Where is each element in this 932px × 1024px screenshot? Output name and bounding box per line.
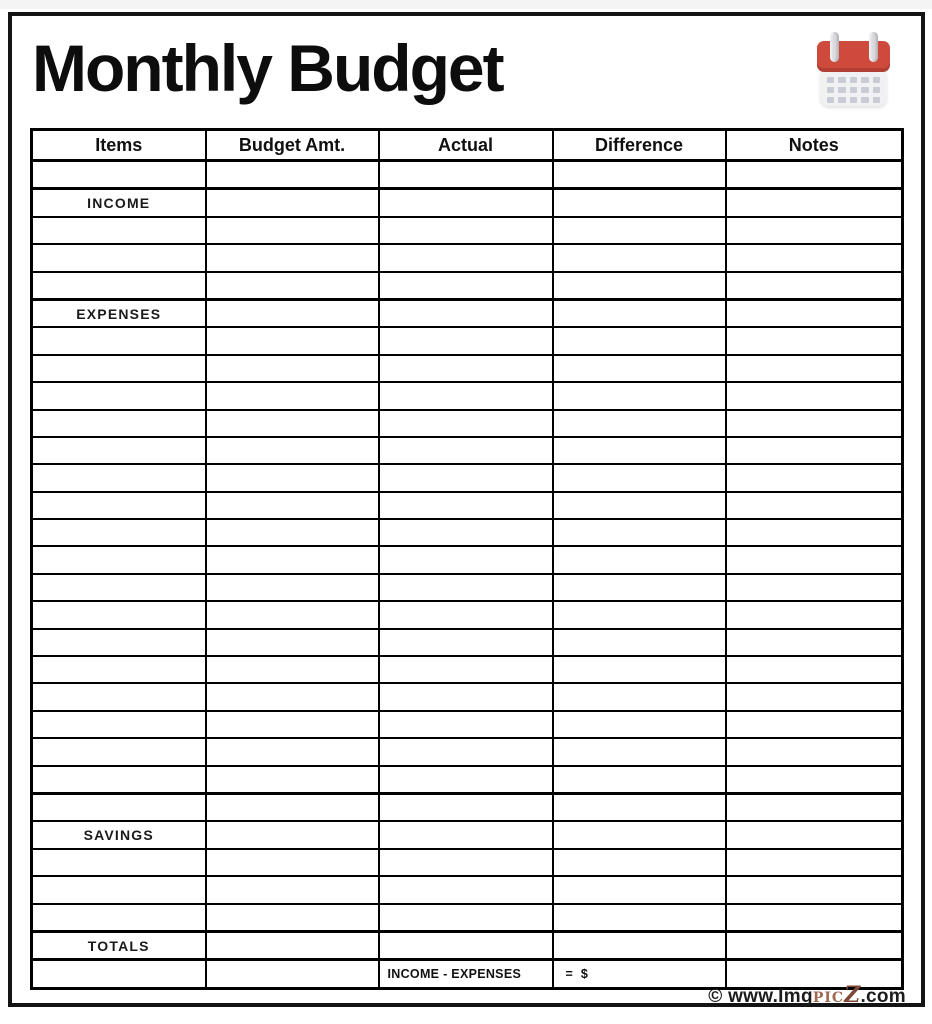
entry-cell[interactable] <box>553 437 726 464</box>
watermark-prefix: © www.Img <box>708 986 813 1007</box>
entry-cell[interactable] <box>206 217 379 244</box>
entry-cell[interactable] <box>726 244 903 271</box>
entry-cell[interactable] <box>206 601 379 628</box>
entry-cell[interactable] <box>206 904 379 932</box>
column-header-items: Items <box>32 130 206 161</box>
entry-cell[interactable] <box>206 931 379 959</box>
entry-cell[interactable] <box>379 601 553 628</box>
entry-cell[interactable] <box>553 931 726 959</box>
entry-cell[interactable] <box>726 327 903 354</box>
table-row <box>32 519 903 546</box>
entry-cell[interactable] <box>726 793 903 821</box>
entry-cell[interactable] <box>32 766 206 794</box>
entry-cell[interactable] <box>206 683 379 710</box>
entry-cell[interactable] <box>726 821 903 848</box>
entry-cell[interactable] <box>553 327 726 354</box>
entry-cell[interactable] <box>726 849 903 876</box>
entry-cell[interactable] <box>726 519 903 546</box>
table-row <box>32 849 903 876</box>
entry-cell[interactable] <box>553 272 726 300</box>
entry-cell[interactable] <box>32 355 206 382</box>
section-label-cell: SAVINGS <box>32 821 206 848</box>
table-row <box>32 766 903 794</box>
entry-cell[interactable] <box>206 464 379 491</box>
entry-cell[interactable] <box>379 464 553 491</box>
table-row <box>32 464 903 491</box>
section-label-cell: TOTALS <box>32 931 206 959</box>
entry-cell[interactable] <box>553 574 726 601</box>
entry-cell[interactable] <box>553 410 726 437</box>
calendar-pin-icon <box>830 32 839 62</box>
entry-cell[interactable] <box>206 656 379 683</box>
entry-cell[interactable] <box>726 931 903 959</box>
watermark <box>708 982 906 1008</box>
table-row <box>32 161 903 189</box>
entry-cell[interactable] <box>726 738 903 765</box>
entry-cell[interactable] <box>206 410 379 437</box>
table-row <box>32 410 903 437</box>
entry-cell[interactable] <box>379 766 553 794</box>
entry-cell[interactable] <box>32 629 206 656</box>
table-row <box>32 683 903 710</box>
table-row <box>32 355 903 382</box>
entry-cell[interactable] <box>379 711 553 738</box>
table-row <box>32 437 903 464</box>
entry-cell[interactable] <box>553 766 726 794</box>
entry-cell[interactable] <box>206 244 379 271</box>
entry-cell[interactable] <box>553 464 726 491</box>
entry-cell[interactable] <box>32 410 206 437</box>
entry-cell[interactable] <box>379 217 553 244</box>
entry-cell[interactable] <box>553 519 726 546</box>
entry-cell[interactable] <box>379 244 553 271</box>
entry-cell[interactable] <box>553 299 726 327</box>
entry-cell[interactable] <box>379 849 553 876</box>
entry-cell[interactable] <box>379 299 553 327</box>
entry-cell[interactable] <box>726 464 903 491</box>
column-header-budget-amt: Budget Amt. <box>206 130 379 161</box>
entry-cell[interactable] <box>553 683 726 710</box>
entry-cell[interactable] <box>379 437 553 464</box>
entry-cell[interactable] <box>32 382 206 409</box>
table-row <box>32 272 903 300</box>
entry-cell[interactable] <box>379 821 553 848</box>
entry-cell[interactable] <box>206 189 379 217</box>
entry-cell[interactable] <box>726 546 903 573</box>
entry-cell[interactable] <box>206 272 379 300</box>
entry-cell[interactable] <box>32 656 206 683</box>
table-row <box>32 244 903 271</box>
entry-cell[interactable] <box>379 382 553 409</box>
formula-label-cell: INCOME - EXPENSES <box>379 960 553 988</box>
watermark-suffix: .com <box>860 986 906 1007</box>
entry-cell[interactable] <box>553 492 726 519</box>
entry-cell[interactable] <box>379 519 553 546</box>
entry-cell[interactable] <box>553 904 726 932</box>
entry-cell[interactable] <box>726 217 903 244</box>
entry-cell[interactable] <box>32 244 206 271</box>
page-title: Monthly Budget <box>32 31 503 105</box>
entry-cell[interactable] <box>726 601 903 628</box>
entry-cell[interactable] <box>206 299 379 327</box>
entry-cell[interactable] <box>726 876 903 903</box>
entry-cell[interactable] <box>206 546 379 573</box>
entry-cell[interactable] <box>206 161 379 189</box>
entry-cell[interactable] <box>553 161 726 189</box>
column-header-actual: Actual <box>379 130 553 161</box>
table-row <box>32 656 903 683</box>
calendar-icon <box>817 32 890 107</box>
entry-cell[interactable] <box>206 766 379 794</box>
entry-cell[interactable] <box>553 546 726 573</box>
entry-cell[interactable] <box>32 683 206 710</box>
entry-cell[interactable] <box>32 217 206 244</box>
entry-cell[interactable] <box>32 738 206 765</box>
entry-cell[interactable] <box>379 793 553 821</box>
calendar-date-grid <box>820 72 887 107</box>
entry-cell[interactable] <box>379 931 553 959</box>
table-row <box>32 492 903 519</box>
entry-cell[interactable] <box>32 492 206 519</box>
entry-cell[interactable] <box>32 904 206 932</box>
entry-cell[interactable] <box>32 574 206 601</box>
entry-cell[interactable] <box>553 189 726 217</box>
entry-cell[interactable] <box>379 189 553 217</box>
entry-cell[interactable] <box>379 656 553 683</box>
entry-cell[interactable] <box>379 629 553 656</box>
entry-cell[interactable] <box>726 272 903 300</box>
budget-table-body <box>32 161 903 989</box>
entry-cell[interactable] <box>32 437 206 464</box>
entry-cell[interactable] <box>32 546 206 573</box>
entry-cell[interactable] <box>206 355 379 382</box>
section-label-cell: EXPENSES <box>32 299 206 327</box>
budget-table <box>30 128 904 990</box>
entry-cell[interactable] <box>726 656 903 683</box>
entry-cell[interactable] <box>206 849 379 876</box>
entry-cell[interactable] <box>206 437 379 464</box>
entry-cell[interactable] <box>553 355 726 382</box>
entry-cell[interactable] <box>206 711 379 738</box>
entry-cell[interactable] <box>379 492 553 519</box>
entry-cell[interactable] <box>206 327 379 354</box>
entry-cell[interactable] <box>32 793 206 821</box>
entry-cell[interactable] <box>553 601 726 628</box>
entry-cell[interactable] <box>379 683 553 710</box>
table-row <box>32 904 903 932</box>
entry-cell[interactable] <box>379 410 553 437</box>
table-row <box>32 629 903 656</box>
entry-cell[interactable] <box>206 382 379 409</box>
entry-cell[interactable] <box>726 382 903 409</box>
entry-cell[interactable] <box>206 629 379 656</box>
entry-cell[interactable] <box>32 601 206 628</box>
entry-cell[interactable] <box>553 382 726 409</box>
entry-cell[interactable] <box>32 849 206 876</box>
table-row <box>32 299 903 327</box>
watermark-brand-z: Z <box>844 982 861 1008</box>
entry-cell[interactable] <box>379 161 553 189</box>
entry-cell[interactable] <box>206 492 379 519</box>
top-strip <box>0 0 932 9</box>
table-row <box>32 217 903 244</box>
entry-cell[interactable] <box>726 574 903 601</box>
entry-cell[interactable] <box>553 244 726 271</box>
entry-cell[interactable] <box>379 904 553 932</box>
table-row <box>32 382 903 409</box>
calendar-pin-icon <box>869 32 878 62</box>
entry-cell[interactable] <box>379 876 553 903</box>
entry-cell[interactable] <box>32 711 206 738</box>
column-header-difference: Difference <box>553 130 726 161</box>
entry-cell[interactable] <box>726 437 903 464</box>
entry-cell[interactable] <box>379 546 553 573</box>
entry-cell[interactable] <box>32 464 206 491</box>
table-row <box>32 601 903 628</box>
entry-cell[interactable] <box>726 711 903 738</box>
entry-cell[interactable] <box>553 876 726 903</box>
watermark-brand: PIC <box>812 990 845 1006</box>
table-row <box>32 189 903 217</box>
entry-cell[interactable] <box>553 629 726 656</box>
entry-cell[interactable] <box>32 327 206 354</box>
entry-cell[interactable] <box>32 519 206 546</box>
entry-cell[interactable] <box>726 683 903 710</box>
entry-cell[interactable] <box>206 960 379 988</box>
table-row <box>32 793 903 821</box>
entry-cell[interactable] <box>379 574 553 601</box>
table-row <box>32 876 903 903</box>
entry-cell[interactable] <box>726 161 903 189</box>
calendar-header-bar <box>817 41 890 72</box>
entry-cell[interactable] <box>32 161 206 189</box>
table-row <box>32 738 903 765</box>
entry-cell[interactable] <box>206 574 379 601</box>
entry-cell[interactable] <box>726 629 903 656</box>
entry-cell[interactable] <box>553 821 726 848</box>
formula-label-cell: = $ <box>553 960 726 988</box>
entry-cell[interactable] <box>726 355 903 382</box>
entry-cell[interactable] <box>553 711 726 738</box>
entry-cell[interactable] <box>206 738 379 765</box>
column-header-notes: Notes <box>726 130 903 161</box>
section-label-cell: INCOME <box>32 189 206 217</box>
table-header-row <box>32 130 903 161</box>
table-row <box>32 574 903 601</box>
entry-cell[interactable] <box>379 272 553 300</box>
entry-cell[interactable] <box>726 299 903 327</box>
entry-cell[interactable] <box>726 492 903 519</box>
entry-cell[interactable] <box>206 821 379 848</box>
entry-cell[interactable] <box>553 793 726 821</box>
table-row <box>32 546 903 573</box>
entry-cell[interactable] <box>379 355 553 382</box>
calendar-body <box>820 72 887 106</box>
entry-cell[interactable] <box>726 410 903 437</box>
entry-cell[interactable] <box>32 960 206 988</box>
entry-cell[interactable] <box>553 849 726 876</box>
entry-cell[interactable] <box>726 766 903 794</box>
entry-cell[interactable] <box>206 876 379 903</box>
entry-cell[interactable] <box>32 876 206 903</box>
table-row <box>32 931 903 959</box>
entry-cell[interactable] <box>726 189 903 217</box>
entry-cell[interactable] <box>32 272 206 300</box>
entry-cell[interactable] <box>553 738 726 765</box>
entry-cell[interactable] <box>206 519 379 546</box>
table-row <box>32 711 903 738</box>
table-row <box>32 821 903 848</box>
entry-cell[interactable] <box>379 327 553 354</box>
entry-cell[interactable] <box>553 656 726 683</box>
table-row <box>32 327 903 354</box>
entry-cell[interactable] <box>379 738 553 765</box>
entry-cell[interactable] <box>726 904 903 932</box>
entry-cell[interactable] <box>206 793 379 821</box>
entry-cell[interactable] <box>553 217 726 244</box>
